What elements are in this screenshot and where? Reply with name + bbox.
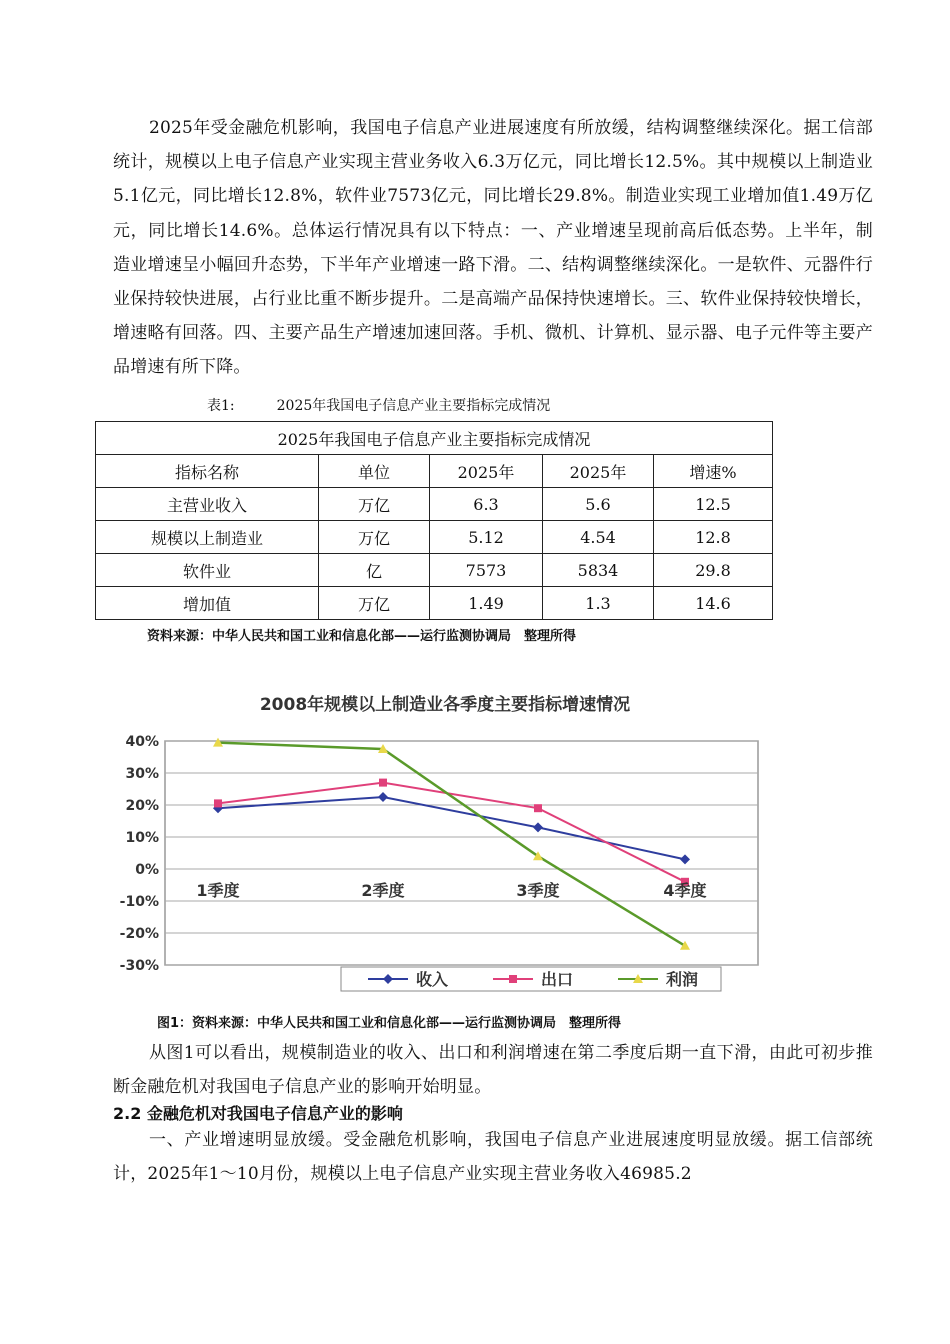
section-heading: 2.2 金融危机对我国电子信息产业的影响 — [113, 1104, 403, 1123]
legend-item — [493, 970, 573, 989]
data-point — [379, 779, 387, 787]
legend-item — [368, 970, 448, 989]
table-cell: 5.12 — [430, 521, 543, 554]
table-title-row — [96, 422, 773, 455]
y-axis-ticks — [120, 734, 159, 974]
series-收入 — [213, 792, 690, 864]
figure-source-note: 图1：资料来源：中华人民共和国工业和信息化部——运行监测协调局 整理所得 — [157, 1016, 622, 1031]
table-cell: 规模以上制造业 — [96, 521, 319, 554]
table-row — [96, 554, 773, 587]
data-point — [533, 822, 543, 832]
x-category-label: 3季度 — [516, 881, 560, 900]
y-tick-label: -10% — [119, 894, 159, 910]
y-tick-label: 0% — [135, 862, 159, 878]
table-cell: 万亿 — [319, 488, 430, 521]
legend-label: 利润 — [666, 970, 699, 989]
header-cell: 指标名称 — [96, 455, 319, 488]
data-point — [680, 854, 690, 864]
header-cell: 增速% — [654, 455, 773, 488]
table-caption-label: 表1: — [207, 398, 235, 414]
table-cell: 12.8 — [654, 521, 773, 554]
x-category-label: 1季度 — [196, 881, 240, 900]
table-cell: 5834 — [543, 554, 654, 587]
table-row — [96, 521, 773, 554]
legend-item — [618, 970, 698, 989]
chart-grid — [165, 741, 758, 965]
header-cell: 2025年 — [430, 455, 543, 488]
table-cell: 亿 — [319, 554, 430, 587]
indicator-table — [95, 421, 773, 620]
table-cell: 5.6 — [543, 488, 654, 521]
data-point — [534, 804, 542, 812]
analysis-paragraph: 从图1可以看出，规模制造业的收入、出口和利润增速在第二季度后期一直下滑，由此可初步推断金融危机对我国电子信息产业的影响开始明显。 — [113, 1043, 873, 1098]
table-caption — [207, 395, 550, 415]
table-cell: 14.6 — [654, 587, 773, 620]
header-cell: 单位 — [319, 455, 430, 488]
data-point — [378, 792, 388, 802]
table-cell: 29.8 — [654, 554, 773, 587]
chart-title: 2008年规模以上制造业各季度主要指标增速情况 — [259, 695, 631, 715]
series-line — [218, 797, 685, 859]
y-tick-label: 10% — [125, 830, 159, 846]
table-cell: 4.54 — [543, 521, 654, 554]
series-出口 — [214, 779, 689, 886]
table-cell: 1.49 — [430, 587, 543, 620]
y-tick-label: 20% — [125, 798, 159, 814]
y-tick-label: 30% — [125, 766, 159, 782]
growth-line-chart — [113, 677, 771, 997]
table-cell: 增加值 — [96, 587, 319, 620]
x-category-label: 4季度 — [663, 881, 707, 900]
section-paragraph: 一、产业增速明显放缓。受金融危机影响，我国电子信息产业进展速度明显放缓。据工信部统计，2025年1～10月份，规模以上电子信息产业实现主营业务收入46985.2 — [113, 1130, 873, 1185]
series-利润 — [213, 738, 690, 950]
table-cell: 6.3 — [430, 488, 543, 521]
table-cell: 软件业 — [96, 554, 319, 587]
y-tick-label: -20% — [119, 926, 159, 942]
data-point — [383, 974, 393, 984]
y-tick-label: 40% — [125, 734, 159, 750]
chart-series — [213, 738, 690, 950]
table-cell: 1.3 — [543, 587, 654, 620]
legend-label: 收入 — [416, 970, 449, 989]
x-category-label: 2季度 — [361, 881, 405, 900]
table-cell: 万亿 — [319, 521, 430, 554]
data-point — [509, 975, 517, 983]
table-source-note: 资料来源：中华人民共和国工业和信息化部——运行监测协调局 整理所得 — [147, 629, 577, 644]
intro-paragraph: 2025年受金融危机影响，我国电子信息产业进展速度有所放缓，结构调整继续深化。据工信部统计，规模以上电子信息产业实现主营业务收入6.3万亿元，同比增长12.5%。其中规模以上制造业5.1亿元，同比增长12.8%，软件业7573亿元，同比增长29.8%。制造业实现工业增加值1.49万亿元，同比增长14.6%。总体运行情况具有以下特点：一、产业增速呈现前高后低态势。上半年，制造业增速呈小幅回升态势，下半年产业增速一路下滑。二、结构调整继续深化。一是软件、元器件行业保持较快进展，占行业比重不断步提升。二是高端产品保持快速增长。三、软件业保持较快增长，增速略有回落。四、主要产品生产增速加速回落。手机、微机、计算机、显示器、电子元件等主要产品增速有所下降。 — [113, 118, 873, 378]
table-cell: 7573 — [430, 554, 543, 587]
y-tick-label: -30% — [119, 958, 159, 974]
header-cell: 2025年 — [543, 455, 654, 488]
table-cell: 12.5 — [654, 488, 773, 521]
table-header-row — [96, 455, 773, 488]
table-caption-title: 2025年我国电子信息产业主要指标完成情况 — [276, 398, 551, 414]
data-point — [214, 799, 222, 807]
chart-legend — [341, 967, 721, 991]
plot-area-border — [165, 741, 758, 965]
data-point — [680, 941, 690, 950]
table-title: 2025年我国电子信息产业主要指标完成情况 — [96, 422, 773, 455]
x-axis-categories — [196, 881, 706, 900]
table-cell: 主营业收入 — [96, 488, 319, 521]
table-cell: 万亿 — [319, 587, 430, 620]
table-row — [96, 587, 773, 620]
legend-label: 出口 — [541, 970, 574, 989]
table-row — [96, 488, 773, 521]
